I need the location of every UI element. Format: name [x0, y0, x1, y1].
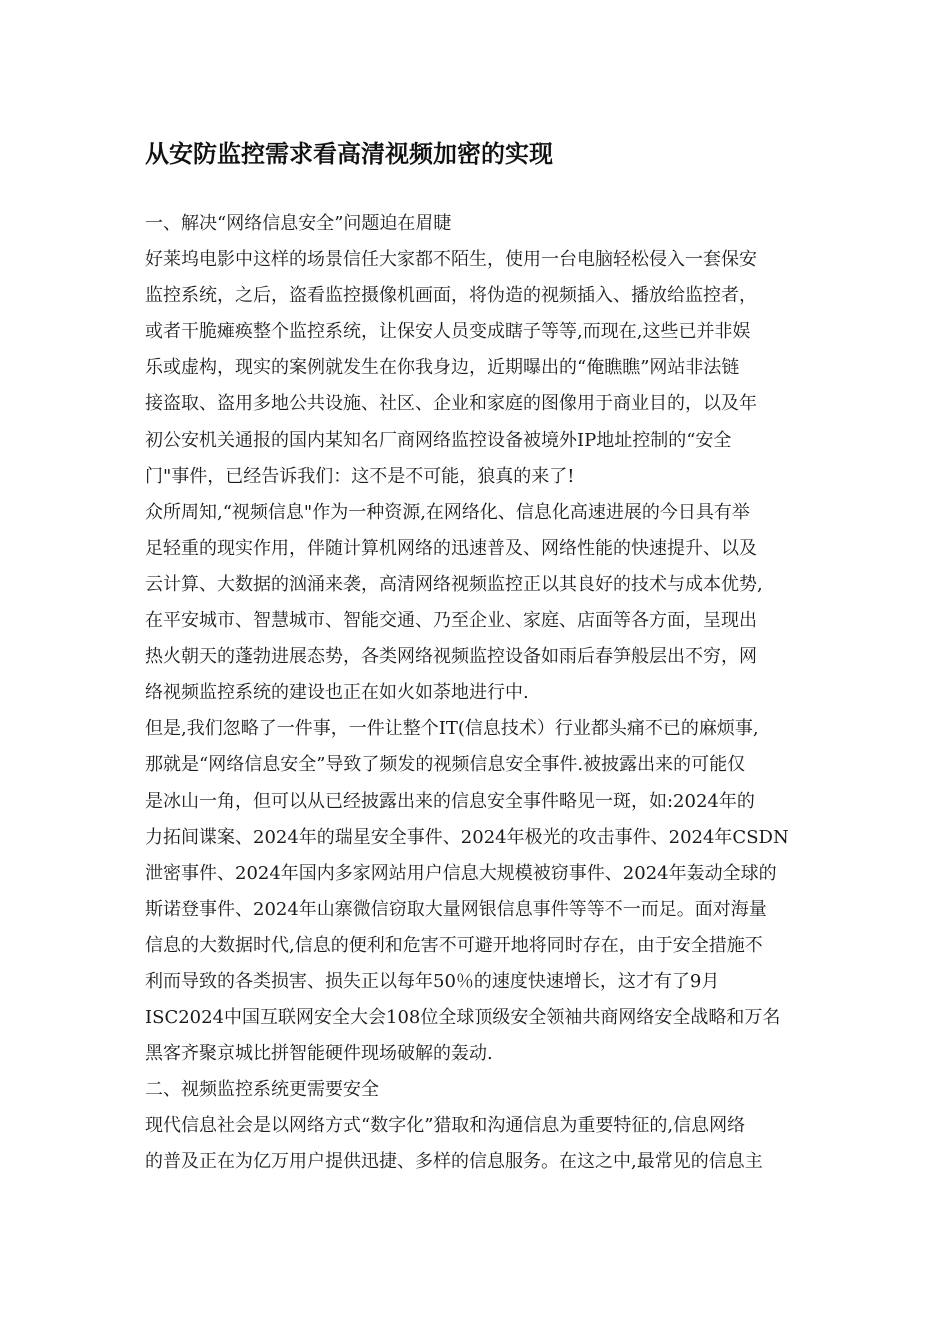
- text-line: 接盗取、盗用多地公共设施、社区、企业和家庭的图像用于商业目的，以及年: [145, 393, 757, 415]
- text-line: 门"事件，已经告诉我们：这不是不可能，狼真的来了!: [145, 465, 575, 487]
- text-line: 监控系统，之后，盗看监控摄像机画面，将伪造的视频插入、播放给监控者，: [145, 285, 757, 307]
- text-line: 但是,我们忽略了一件事，一件让整个IT(信息技术）行业都头痛不已的麻烦事,: [145, 718, 759, 740]
- text-line: 泄密事件、2024年国内多家网站用户信息大规模被窃事件、2024年轰动全球的: [145, 862, 777, 884]
- text-line: 或者干脆瘫痪整个监控系统，让保安人员变成瞎子等等,而现在,这些已并非娱: [145, 321, 751, 343]
- text-line: 那就是“网络信息安全”导致了频发的视频信息安全事件.被披露出来的可能仅: [145, 754, 746, 776]
- document-title: 从安防监控需求看高清视频加密的实现: [145, 140, 553, 168]
- text-line: ISC2024中国互联网安全大会108位全球顶级安全领袖共商网络安全战略和万名: [145, 1007, 781, 1029]
- section-heading-1: 一、解决“网络信息安全”问题迫在眉睫: [145, 213, 452, 234]
- text-line: 初公安机关通报的国内某知名厂商网络监控设备被境外IP地址控制的“安全: [145, 429, 732, 451]
- document-body: [145, 206, 815, 1181]
- text-line: 利而导致的各类损害、损失正以每年50％的速度快速增长，这才有了9月: [145, 970, 720, 992]
- text-line: 乐或虚构，现实的案例就发生在你我身边，近期曝出的“俺瞧瞧”网站非法链: [145, 357, 740, 379]
- text-line: 络视频监控系统的建设也正在如火如荼地进行中.: [145, 682, 529, 704]
- text-line: 众所周知,“视频信息"作为一种资源,在网络化、信息化高速进展的今日具有举: [145, 501, 750, 523]
- text-line: 是冰山一角，但可以从已经披露出来的信息安全事件略见一斑，如:2024年的: [145, 790, 755, 812]
- text-line: 信息的大数据时代,信息的便利和危害不可避开地将同时存在，由于安全措施不: [145, 934, 763, 956]
- text-line: 热火朝天的蓬勃进展态势，各类网络视频监控设备如雨后春笋般层出不穷，网: [145, 646, 757, 668]
- section-heading-2: 二、视频监控系统更需要安全: [145, 1079, 379, 1101]
- text-line: 好莱坞电影中这样的场景信任大家都不陌生，使用一台电脑轻松侵入一套保安: [145, 249, 757, 271]
- text-line: 斯诺登事件、2024年山寨微信窃取大量网银信息事件等等不一而足。面对海量: [145, 898, 767, 920]
- text-line: 足轻重的现实作用，伴随计算机网络的迅速普及、网络性能的快速提升、以及: [145, 537, 757, 559]
- text-line: 力拓间谍案、2024年的瑞星安全事件、2024年极光的攻击事件、2024年CSDN: [145, 826, 789, 848]
- text-line: 黑客齐聚京城比拼智能硬件现场破解的轰动.: [145, 1043, 493, 1065]
- text-line: 在平安城市、智慧城市、智能交通、乃至企业、家庭、店面等各方面，呈现出: [145, 610, 757, 632]
- text-line: 现代信息社会是以网络方式“数字化”猎取和沟通信息为重要特征的,信息网络: [145, 1115, 746, 1137]
- text-line: 的普及正在为亿万用户提供迅捷、多样的信息服务。在这之中,最常见的信息主: [145, 1151, 763, 1173]
- text-line: 云计算、大数据的汹涌来袭，高清网络视频监控正以其良好的技术与成本优势,: [145, 573, 763, 595]
